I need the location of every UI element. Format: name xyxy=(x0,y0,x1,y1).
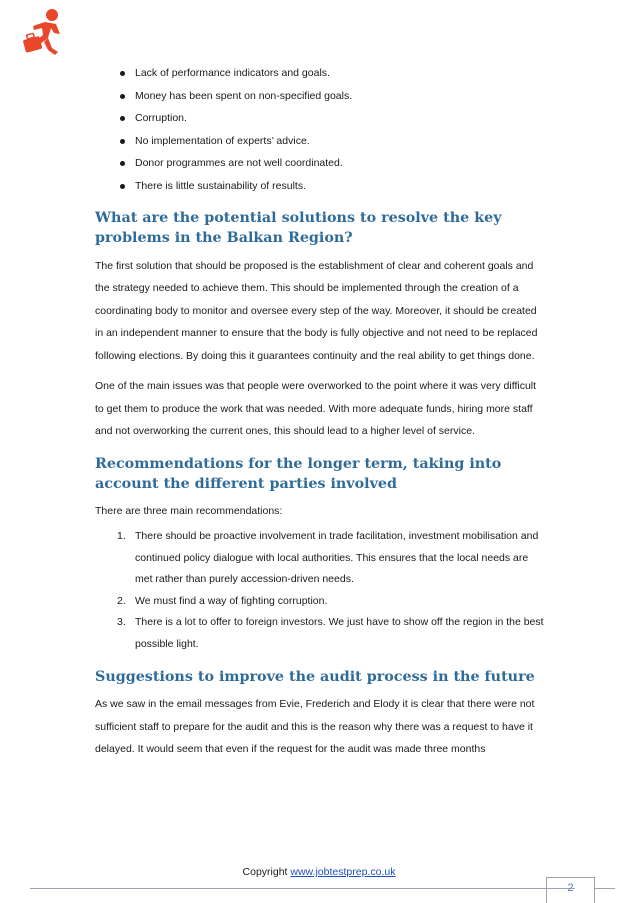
recommendations-intro: There are three main recommendations: xyxy=(95,504,283,517)
list-item: 2. We must find a way of fighting corruption. xyxy=(117,594,328,607)
document-body xyxy=(95,58,545,761)
page-number: 2 xyxy=(567,882,574,894)
section-heading-solutions: What are the potential solutions to resolve the key problems in the Balkan Region? xyxy=(95,209,502,246)
problem-bullet-list xyxy=(95,62,545,198)
bullet-icon xyxy=(120,71,125,76)
footer-divider-right xyxy=(595,888,615,889)
list-item: Corruption. xyxy=(95,107,545,130)
bullet-icon xyxy=(120,94,125,99)
list-item: 1. There should be proactive involvement in trade facilitation, investment mobilisation and continued policy dialogue with local authorities. This ensures that the local needs are met rather than purely accession-driven needs. xyxy=(117,530,539,586)
solutions-paragraph-1: The first solution that should be proposed is the establishment of clear and coherent goals and the strategy needed to achieve them. This should be implemented through the creation of a coordinating body to monitor and oversee every step of the way. Moreover, it should be created in an independent manner to ensure that the body is fully objective and not need to be replaced following elections. By doing this it guarantees continuity and the real ability to get things done. xyxy=(95,259,538,362)
bullet-icon xyxy=(120,161,125,166)
footer-copyright: Copyright www.jobtestprep.co.uk xyxy=(242,866,396,878)
list-item: Lack of performance indicators and goals. xyxy=(95,62,545,85)
footer-divider xyxy=(30,888,575,889)
list-item: No implementation of experts’ advice. xyxy=(95,130,545,153)
section-heading-recommendations: Recommendations for the longer term, taking into account the different parties involved xyxy=(95,455,502,492)
running-businessman-logo-icon xyxy=(20,8,66,58)
audit-paragraph: As we saw in the email messages from Evie, Frederich and Elody it is clear that there were not sufficient staff to prepare for the audit and this is the reason why there was a request to have it delayed. It would seem that even if the request for the audit was made three months xyxy=(95,698,535,756)
jobtestprep-link[interactable]: www.jobtestprep.co.uk xyxy=(290,866,396,878)
solutions-paragraph-2: One of the main issues was that people were overworked to the point where it was very difficult to get them to produce the work that was needed. With more adequate funds, hiring more staff and not overworking the current ones, this should lead to a higher level of service. xyxy=(95,380,537,438)
bullet-icon xyxy=(120,116,125,121)
recommendations-list xyxy=(95,526,545,655)
bullet-icon xyxy=(120,139,125,144)
list-item: 3. There is a lot to offer to foreign investors. We just have to show off the region in the best possible light. xyxy=(117,616,544,650)
section-heading-audit: Suggestions to improve the audit process in the future xyxy=(95,669,535,686)
bullet-icon xyxy=(120,184,125,189)
list-item: Money has been spent on non-specified goals. xyxy=(95,85,545,108)
list-item: There is little sustainability of results. xyxy=(95,175,545,198)
list-item: Donor programmes are not well coordinated. xyxy=(95,152,545,175)
